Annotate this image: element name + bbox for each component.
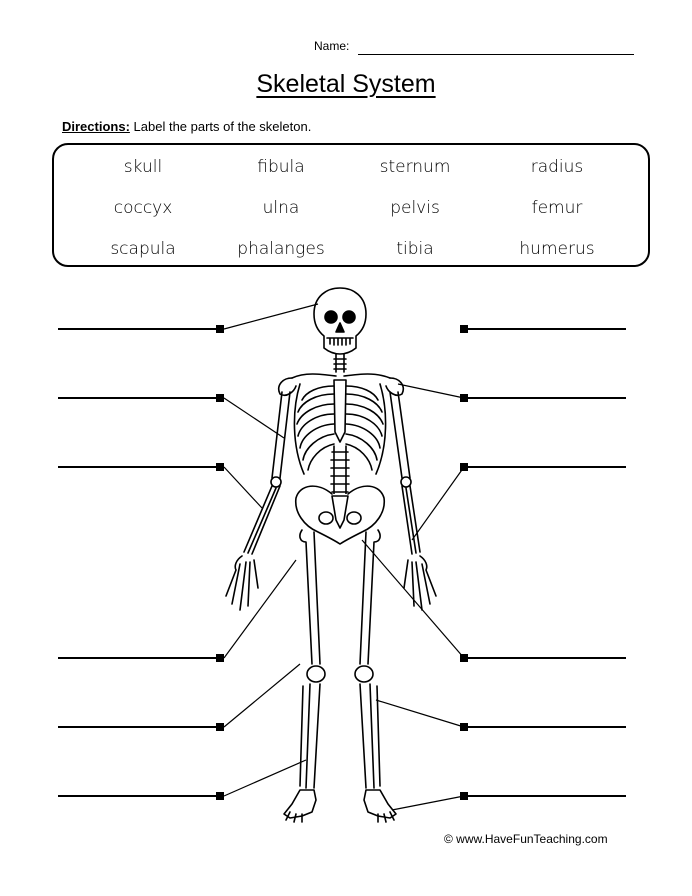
hand-left	[226, 556, 258, 610]
leader-right-2	[412, 467, 464, 540]
foot-right	[364, 790, 396, 822]
pelvis-bone	[296, 486, 385, 544]
marker-left-1	[216, 325, 224, 333]
humerus-right	[390, 392, 410, 478]
leader-left-5	[224, 664, 300, 727]
word-coccyx: coccyx	[113, 198, 173, 218]
word-femur: femur	[531, 198, 583, 218]
word-ulna: ulna	[262, 198, 300, 218]
leader-right-4	[376, 700, 464, 727]
marker-left-2	[216, 394, 224, 402]
skeleton-illustration	[226, 288, 436, 822]
leader-left-1	[224, 304, 318, 329]
left-eye-socket	[325, 311, 337, 323]
marker-left-6	[216, 792, 224, 800]
word-sternum: sternum	[379, 157, 451, 177]
page-title: Skeletal System	[256, 70, 436, 98]
leader-left-2	[224, 398, 284, 438]
marker-left-4	[216, 654, 224, 662]
humerus-left	[272, 392, 290, 478]
word-phalanges: phalanges	[237, 239, 325, 259]
knee-left	[307, 666, 325, 682]
fibula-left	[300, 686, 303, 786]
word-humerus: humerus	[519, 239, 595, 259]
knee-right	[355, 666, 373, 682]
lumbar-spine	[331, 446, 349, 494]
tibia-right	[360, 684, 374, 788]
hand-right	[404, 556, 436, 610]
word-fibula: fibula	[257, 157, 305, 177]
marker-right-1	[460, 325, 468, 333]
footer-copyright: © www.HaveFunTeaching.com	[444, 832, 608, 846]
skull-icon	[314, 288, 366, 354]
word-tibia: tibia	[396, 239, 434, 259]
nasal-cavity	[336, 323, 344, 332]
forearm-right	[402, 486, 420, 554]
word-pelvis: pelvis	[390, 198, 440, 218]
tibia-left	[306, 684, 320, 788]
answer-lines-left	[58, 329, 220, 796]
leader-right-5	[392, 796, 464, 810]
marker-left-3	[216, 463, 224, 471]
leader-left-3	[224, 467, 262, 508]
name-label: Name:	[314, 39, 350, 53]
teeth	[327, 338, 353, 345]
word-radius: radius	[530, 157, 584, 177]
right-eye-socket	[343, 311, 355, 323]
cervical-spine	[334, 354, 346, 372]
directions-label: Directions:	[62, 119, 130, 134]
clavicles	[292, 374, 390, 378]
leader-left-6	[224, 760, 306, 796]
leader-right-1	[398, 384, 464, 398]
word-skull: skull	[123, 157, 163, 177]
shoulder-right	[386, 378, 403, 395]
marker-left-5	[216, 723, 224, 731]
forearm-left	[244, 486, 280, 554]
rib-7	[308, 444, 372, 470]
directions-text: Label the parts of the skeleton.	[133, 119, 312, 134]
femur-left	[300, 530, 320, 664]
foot-left	[284, 790, 316, 822]
sternum-bone	[334, 380, 346, 442]
leader-right-3	[362, 540, 464, 658]
word-scapula: scapula	[110, 239, 176, 259]
answer-lines-right	[464, 329, 626, 796]
